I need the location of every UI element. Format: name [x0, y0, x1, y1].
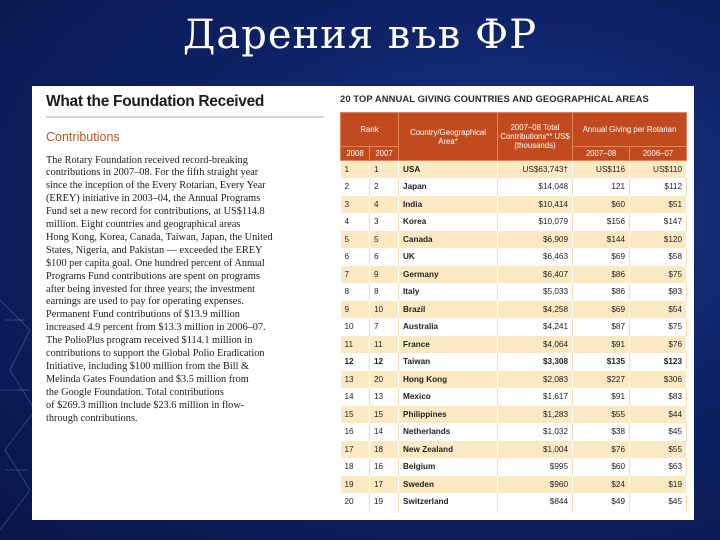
cell-country: Taiwan	[399, 353, 498, 371]
cell-r08: 11	[341, 336, 370, 354]
cell-pr0708: $156	[573, 213, 630, 231]
cell-r07: 8	[370, 283, 399, 301]
cell-country: Sweden	[399, 476, 498, 494]
cell-total: $2,083	[498, 371, 573, 389]
cell-total: $3,308	[498, 353, 573, 371]
scanned-report-page	[32, 86, 694, 520]
cell-total: $1,032	[498, 423, 573, 441]
table-title: 20 TOP ANNUAL GIVING COUNTRIES AND GEOGRAPHICAL AREAS	[340, 93, 649, 104]
cell-pr0607: $54	[630, 301, 687, 319]
cell-country: India	[399, 196, 498, 214]
table-row	[341, 406, 687, 424]
paragraph-line: the Google Foundation. Total contributions	[46, 386, 224, 398]
paragraph-line: of $269.3 million include $23.6 million in flow-	[46, 399, 245, 411]
cell-pr0607: $45	[630, 423, 687, 441]
table-row	[341, 231, 687, 249]
slide-title: Дарения във ФР	[182, 12, 538, 58]
cell-country: Canada	[399, 231, 498, 249]
cell-r07: 20	[370, 371, 399, 389]
cell-pr0607: $83	[630, 283, 687, 301]
cell-total: $995	[498, 458, 573, 476]
paragraph-line: Hong Kong, Korea, Canada, Taiwan, Japan, the United	[46, 231, 273, 243]
cell-pr0708: $60	[573, 458, 630, 476]
table-row	[341, 178, 687, 196]
cell-total: $5,033	[498, 283, 573, 301]
cell-pr0607: $44	[630, 406, 687, 424]
table-row	[341, 318, 687, 336]
cell-country: Germany	[399, 266, 498, 284]
paragraph-line: (EREY) initiative in 2003–04, the Annual Programs	[46, 193, 261, 205]
paragraph-line: Permanent Fund contributions of $13.9 million	[46, 309, 240, 321]
cell-r07: 3	[370, 213, 399, 231]
cell-pr0708: 121	[573, 178, 630, 196]
cell-pr0708: US$116	[573, 161, 630, 179]
cell-r07: 18	[370, 441, 399, 459]
table-row	[341, 493, 687, 511]
cell-pr0708: $38	[573, 423, 630, 441]
cell-pr0708: $227	[573, 371, 630, 389]
contributions-paragraph	[46, 155, 324, 426]
cell-pr0607: US$110	[630, 161, 687, 179]
section-heading: What the Foundation Received	[46, 93, 265, 110]
cell-pr0607: $55	[630, 441, 687, 459]
cell-country: Belgium	[399, 458, 498, 476]
cell-pr0708: $49	[573, 493, 630, 511]
cell-r08: 4	[341, 213, 370, 231]
cell-r07: 2	[370, 178, 399, 196]
paragraph-line: Programs Fund contributions are spent on programs	[46, 270, 260, 282]
cell-country: Philippines	[399, 406, 498, 424]
cell-total: $6,909	[498, 231, 573, 249]
cell-r07: 13	[370, 388, 399, 406]
cell-total: $4,258	[498, 301, 573, 319]
cell-pr0708: $69	[573, 248, 630, 266]
cell-pr0607: $147	[630, 213, 687, 231]
cell-r08: 19	[341, 476, 370, 494]
cell-country: Italy	[399, 283, 498, 301]
paragraph-line: Initiative, including $100 million from the Bill &	[46, 361, 250, 372]
table-row	[341, 458, 687, 476]
cell-pr0607: $306	[630, 371, 687, 389]
paragraph-line: increased 4.9 percent from $13.3 million in 2006–07.	[46, 322, 266, 334]
cell-pr0708: $135	[573, 353, 630, 371]
cell-country: Korea	[399, 213, 498, 231]
cell-pr0607: $123	[630, 353, 687, 371]
year-2008-header: 2008	[341, 147, 370, 161]
cell-r07: 17	[370, 476, 399, 494]
cell-total: $844	[498, 493, 573, 511]
table-row	[341, 336, 687, 354]
rank-header: Rank	[341, 113, 399, 147]
table-row	[341, 476, 687, 494]
cell-r08: 13	[341, 371, 370, 389]
contributions-column	[46, 93, 324, 426]
cell-country: Netherlands	[399, 423, 498, 441]
cell-total: US$63,743†	[498, 161, 573, 179]
cell-total: $1,283	[498, 406, 573, 424]
cell-country: Mexico	[399, 388, 498, 406]
cell-pr0708: $91	[573, 388, 630, 406]
cell-r08: 2	[341, 178, 370, 196]
cell-r07: 5	[370, 231, 399, 249]
paragraph-line: Fund set a new record for contributions, at US$114.8	[46, 206, 265, 218]
cell-pr0607: $19	[630, 476, 687, 494]
cell-r07: 9	[370, 266, 399, 284]
cell-r08: 18	[341, 458, 370, 476]
cell-pr0708: $76	[573, 441, 630, 459]
cell-country: Australia	[399, 318, 498, 336]
giving-table-panel	[340, 93, 686, 511]
paragraph-line: Melinda Gates Foundation and $3.5 million from	[46, 373, 249, 385]
cell-r08: 6	[341, 248, 370, 266]
per-rotarian-header: Annual Giving per Rotarian	[573, 113, 687, 147]
cell-r08: 10	[341, 318, 370, 336]
table-row	[341, 266, 687, 284]
table-row	[341, 388, 687, 406]
cell-pr0607: $76	[630, 336, 687, 354]
table-row	[341, 213, 687, 231]
cell-pr0607: $75	[630, 266, 687, 284]
paragraph-line: million. Eight countries and geographical areas	[46, 219, 241, 231]
paragraph-line: earnings are used to pay for operating expenses.	[46, 296, 244, 308]
cell-r08: 20	[341, 493, 370, 511]
cell-r07: 19	[370, 493, 399, 511]
cell-r08: 15	[341, 406, 370, 424]
country-header: Country/Geographical Area*	[399, 113, 498, 161]
cell-r07: 4	[370, 196, 399, 214]
cell-country: France	[399, 336, 498, 354]
cell-country: Brazil	[399, 301, 498, 319]
cell-r08: 5	[341, 231, 370, 249]
cell-r08: 14	[341, 388, 370, 406]
paragraph-line: The PolioPlus program received $114.1 million in	[46, 335, 253, 347]
cell-pr0607: $75	[630, 318, 687, 336]
cell-pr0607: $63	[630, 458, 687, 476]
cell-pr0607: $45	[630, 493, 687, 511]
cell-country: Japan	[399, 178, 498, 196]
cell-pr0607: $51	[630, 196, 687, 214]
cell-pr0708: $60	[573, 196, 630, 214]
cell-total: $10,414	[498, 196, 573, 214]
paragraph-line: since the inception of the Every Rotarian, Every Year	[46, 180, 266, 192]
cell-r07: 7	[370, 318, 399, 336]
cell-country: USA	[399, 161, 498, 179]
table-row	[341, 161, 687, 179]
cell-r08: 16	[341, 423, 370, 441]
cell-r07: 12	[370, 353, 399, 371]
year-2007-08-header: 2007–08	[573, 147, 630, 161]
cell-r07: 16	[370, 458, 399, 476]
cell-total: $960	[498, 476, 573, 494]
paragraph-line: contributions to support the Global Polio Eradication	[46, 348, 265, 360]
cell-total: $6,463	[498, 248, 573, 266]
cell-total: $10,079	[498, 213, 573, 231]
cell-country: New Zealand	[399, 441, 498, 459]
cell-pr0708: $86	[573, 283, 630, 301]
table-row	[341, 441, 687, 459]
cell-total: $1,004	[498, 441, 573, 459]
cell-country: Switzerland	[399, 493, 498, 511]
cell-pr0607: $120	[630, 231, 687, 249]
cell-r07: 11	[370, 336, 399, 354]
cell-pr0607: $83	[630, 388, 687, 406]
cell-pr0708: $24	[573, 476, 630, 494]
paragraph-line: $100 per capita goal. One hundred percent of Annual	[46, 257, 265, 269]
paragraph-line: The Rotary Foundation received record-breaking	[46, 154, 248, 166]
cell-r08: 7	[341, 266, 370, 284]
cell-pr0708: $55	[573, 406, 630, 424]
cell-total: $1,617	[498, 388, 573, 406]
cell-country: Hong Kong	[399, 371, 498, 389]
year-2006-07-header: 2006–07	[630, 147, 687, 161]
year-2007-header: 2007	[370, 147, 399, 161]
cell-country: UK	[399, 248, 498, 266]
cell-total: $4,241	[498, 318, 573, 336]
cell-total: $14,048	[498, 178, 573, 196]
giving-table	[340, 112, 687, 511]
cell-r07: 6	[370, 248, 399, 266]
cell-total: $6,407	[498, 266, 573, 284]
cell-r08: 3	[341, 196, 370, 214]
cell-r08: 17	[341, 441, 370, 459]
cell-pr0607: $58	[630, 248, 687, 266]
cell-total: $4,064	[498, 336, 573, 354]
cell-r08: 9	[341, 301, 370, 319]
table-row	[341, 283, 687, 301]
table-row	[341, 371, 687, 389]
divider	[46, 116, 324, 118]
cell-r07: 15	[370, 406, 399, 424]
cell-r07: 14	[370, 423, 399, 441]
cell-pr0708: $87	[573, 318, 630, 336]
cell-r07: 1	[370, 161, 399, 179]
table-row	[341, 301, 687, 319]
cell-r08: 12	[341, 353, 370, 371]
table-row	[341, 196, 687, 214]
cell-r08: 8	[341, 283, 370, 301]
table-row	[341, 248, 687, 266]
paragraph-line: States, Nigeria, and Pakistan — exceeded the EREY	[46, 244, 263, 256]
paragraph-line: contributions in 2007–08. For the fifth straight year	[46, 167, 259, 179]
subsection-heading: Contributions	[46, 129, 120, 144]
cell-pr0708: $144	[573, 231, 630, 249]
cell-pr0708: $86	[573, 266, 630, 284]
total-contributions-header: 2007–08 Total Contributions** US$ (thousands)	[498, 113, 573, 161]
cell-pr0708: $91	[573, 336, 630, 354]
table-row	[341, 353, 687, 371]
paragraph-line: through contributions.	[46, 412, 138, 424]
cell-r07: 10	[370, 301, 399, 319]
cell-pr0607: $112	[630, 178, 687, 196]
table-row	[341, 423, 687, 441]
cell-r08: 1	[341, 161, 370, 179]
cell-pr0708: $69	[573, 301, 630, 319]
paragraph-line: after being invested for three years; the investment	[46, 283, 256, 295]
